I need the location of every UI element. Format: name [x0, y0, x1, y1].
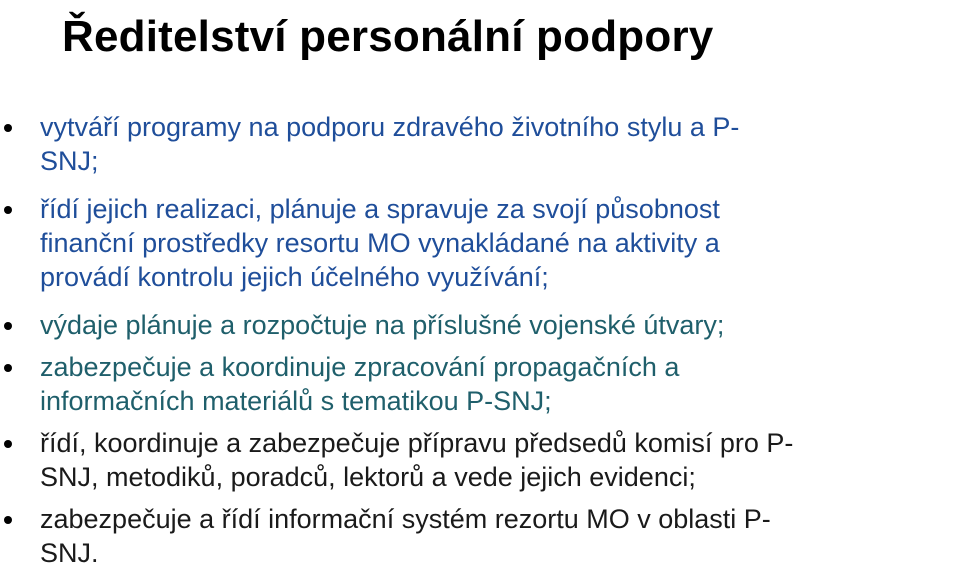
bullet-line: výdaje plánuje a rozpočtuje na příslušné vojenské útvary;: [40, 310, 725, 340]
bullet-item: [0, 350, 960, 418]
slide-title: Ředitelství personální podpory: [62, 12, 714, 61]
bullet-dot-icon: [4, 440, 12, 448]
bullet-item: [0, 426, 960, 494]
bullet-dot-icon: [4, 364, 12, 372]
bullet-item: [0, 308, 960, 342]
bullet-line: SNJ.: [40, 538, 99, 568]
bullet-item: [0, 502, 960, 570]
bullet-line: vytváří programy na podporu zdravého životního stylu a P-: [40, 112, 740, 142]
bullet-line: zabezpečuje a koordinuje zpracování propagačních a: [40, 352, 680, 382]
bullet-line: provádí kontrolu jejich účelného využívání;: [40, 262, 549, 292]
bullet-line: řídí, koordinuje a zabezpečuje přípravu předsedů komisí pro P-: [40, 428, 794, 458]
bullet-list: [0, 110, 960, 570]
bullet-line: SNJ;: [40, 146, 99, 176]
bullet-dot-icon: [4, 124, 12, 132]
bullet-line: informačních materiálů s tematikou P-SNJ;: [40, 386, 552, 416]
bullet-item: [0, 192, 960, 294]
bullet-line: zabezpečuje a řídí informační systém rezortu MO v oblasti P-: [40, 504, 771, 534]
bullet-dot-icon: [4, 516, 12, 524]
bullet-line: finanční prostředky resortu MO vynakládané na aktivity a: [40, 228, 720, 258]
bullet-dot-icon: [4, 322, 12, 330]
bullet-line: SNJ, metodiků, poradců, lektorů a vede jejich evidenci;: [40, 462, 696, 492]
bullet-item: [0, 110, 960, 178]
bullet-dot-icon: [4, 206, 12, 214]
bullet-line: řídí jejich realizaci, plánuje a spravuje za svojí působnost: [40, 194, 720, 224]
